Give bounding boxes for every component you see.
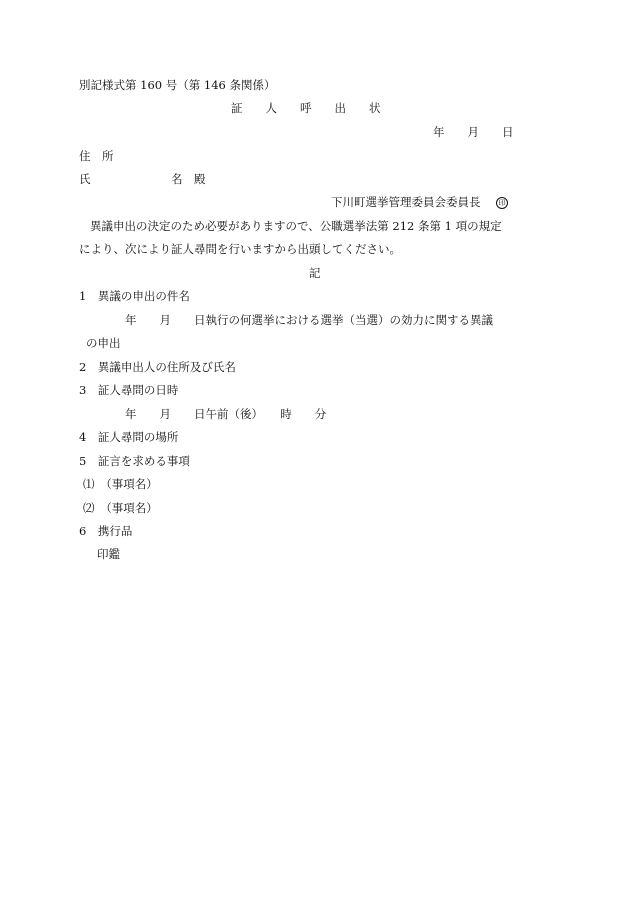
- item-3-detail: 年 月 日午前（後） 時 分: [125, 407, 327, 421]
- item-1-detail: 年 月 日執行の何選挙における選挙（当選）の効力に関する異議: [125, 313, 493, 327]
- item-6-detail: 印鑑: [97, 547, 120, 561]
- document-title: 証 人 呼 出 状: [231, 101, 381, 115]
- ki-heading: 記: [309, 266, 321, 280]
- item-5-sub-2: ⑵ （事項名）: [83, 501, 158, 515]
- body-line-2: により、次により証人尋問を行いますから出頭してください。: [79, 242, 401, 256]
- seal-mark-icon: 印: [496, 197, 508, 209]
- body-line-1: 異議申出の決定のため必要がありますので、公職選挙法第 212 条第 1 項の規定: [90, 219, 502, 233]
- item-1-detail-cont: の申出: [86, 336, 121, 350]
- item-3-title: 3 証人尋問の日時: [79, 383, 179, 397]
- form-reference: 別記様式第 160 号（第 146 条関係）: [79, 78, 276, 92]
- date-line: 年 月 日: [433, 125, 514, 139]
- item-2-title: 2 異議申出人の住所及び氏名: [79, 360, 236, 374]
- issuer-name: 下川町選挙管理委員会委員長: [331, 195, 481, 209]
- address-label: 住 所: [79, 149, 114, 163]
- item-5-sub-1: ⑴ （事項名）: [83, 477, 158, 491]
- name-label: 氏 名 殿: [79, 172, 206, 186]
- item-4-title: 4 証人尋問の場所: [79, 430, 179, 444]
- item-1-title: 1 異議の申出の件名: [79, 289, 190, 303]
- issuer-line: [331, 197, 508, 209]
- item-5-title: 5 証言を求める事項: [79, 454, 190, 468]
- item-6-title: 6 携行品: [79, 524, 133, 538]
